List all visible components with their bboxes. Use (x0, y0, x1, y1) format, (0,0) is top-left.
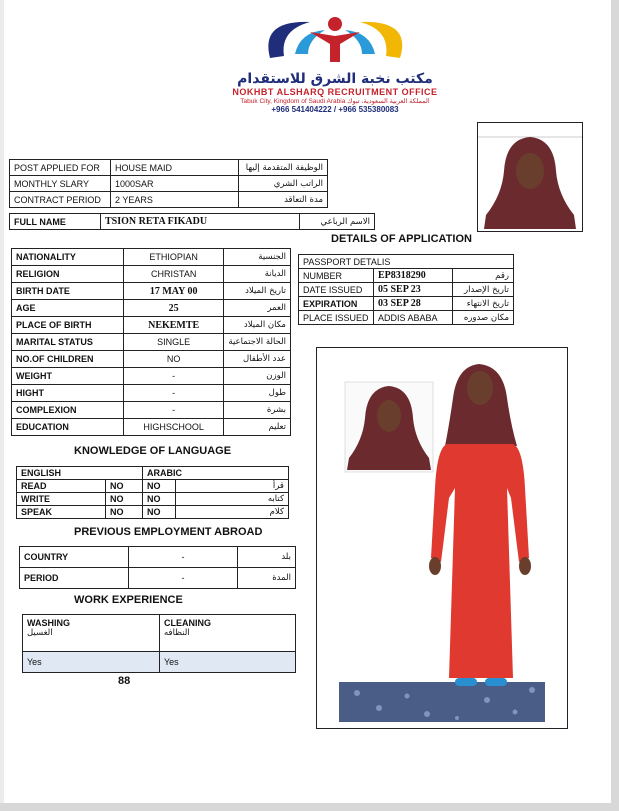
table-row (12, 385, 291, 402)
table-row (12, 402, 291, 419)
full-name-label-ar: الاسم الرباعي (300, 214, 375, 230)
period-label: PERIOD (20, 568, 129, 589)
nationality-label: NATIONALITY (12, 249, 124, 266)
write-english: NO (106, 493, 143, 506)
table-row (23, 652, 296, 673)
period-label-ar: المدة (238, 568, 296, 589)
place-issued-value: ADDIS ABABA (374, 311, 453, 325)
language-title: KNOWLEDGE OF LANGUAGE (74, 445, 232, 457)
post-label: POST APPLIED FOR (10, 160, 111, 176)
post-table (9, 159, 328, 208)
weight-label-ar: الوزن (224, 368, 291, 385)
date-issued-value: 05 SEP 23 (374, 283, 453, 297)
table-row (17, 480, 289, 493)
place-of-birth-value: NEKEMTE (123, 317, 223, 334)
speak-label: SPEAK (17, 506, 106, 519)
height-label-ar: طول (224, 385, 291, 402)
expiration-label-ar: تاريخ الانتهاء (453, 297, 514, 311)
weight-label: WEIGHT (12, 368, 124, 385)
page-frame-bottom (0, 803, 619, 811)
portrait-image (478, 123, 582, 231)
post-label-ar: الوظيفة المتقدمة إليها (239, 160, 328, 176)
company-logo (200, 10, 470, 115)
cleaning-cell (160, 615, 296, 652)
full-body-image (317, 348, 567, 728)
logo-english-name: NOKHBT ALSHARQ RECRUITMENT OFFICE (232, 87, 438, 97)
table-row (12, 334, 291, 351)
salary-value: 1000SAR (111, 176, 239, 192)
country-label: COUNTRY (20, 547, 129, 568)
language-table (16, 466, 289, 519)
complexion-value: - (123, 402, 223, 419)
details-title: DETAILS OF APPLICATION (331, 233, 472, 245)
employment-table (19, 546, 296, 589)
arabic-header: ARABIC (143, 467, 289, 480)
read-label-ar: قرأ (176, 480, 289, 493)
birth-date-label-ar: تاريخ الميلاد (224, 283, 291, 300)
nationality-label-ar: الجنسية (224, 249, 291, 266)
age-label-ar: العمر (224, 300, 291, 317)
speak-label-ar: كلام (176, 506, 289, 519)
logo-address: Tabuk City, Kingdom of Saudi Arabia المملكة العربية السعودية، تبوك (240, 98, 430, 105)
education-value: HIGHSCHOOL (123, 419, 223, 436)
table-row (23, 615, 296, 652)
washing-label-ar: الغسيل (27, 628, 53, 638)
table-row (10, 214, 375, 230)
place-of-birth-label: PLACE OF BIRTH (12, 317, 124, 334)
age-value: 25 (123, 300, 223, 317)
cleaning-value: Yes (160, 652, 296, 673)
marital-status-label-ar: الحالة الاجتماعية (224, 334, 291, 351)
reference-number: 88 (118, 675, 131, 687)
table-row (17, 493, 289, 506)
complexion-label: COMPLEXION (12, 402, 124, 419)
table-row (10, 176, 328, 192)
applicant-photo-large (316, 347, 568, 729)
table-row (12, 283, 291, 300)
religion-label: RELIGION (12, 266, 124, 283)
logo-emblem-icon (200, 10, 470, 70)
contract-value: 2 YEARS (111, 192, 239, 208)
date-issued-label: DATE ISSUED (299, 283, 374, 297)
table-row (10, 160, 328, 176)
work-table (22, 614, 296, 673)
passport-number-label: NUMBER (299, 269, 374, 283)
age-label: AGE (12, 300, 124, 317)
table-row (12, 300, 291, 317)
write-label-ar: كتابه (176, 493, 289, 506)
table-row (299, 255, 514, 269)
table-row (299, 283, 514, 297)
birth-date-value: 17 MAY 00 (123, 283, 223, 300)
nationality-value: ETHIOPIAN (123, 249, 223, 266)
read-english: NO (106, 480, 143, 493)
logo-phones: +966 541404222 / +966 535380083 (271, 105, 399, 114)
cleaning-label-ar: النظافه (164, 628, 190, 638)
date-issued-label-ar: تاريخ الإصدار (453, 283, 514, 297)
expiration-value: 03 SEP 28 (374, 297, 453, 311)
table-row (17, 506, 289, 519)
expiration-label: EXPIRATION (299, 297, 374, 311)
passport-title: PASSPORT DETALIS (299, 255, 514, 269)
passport-number-value: EP8318290 (374, 269, 453, 283)
employment-title: PREVIOUS EMPLOYMENT ABROAD (74, 526, 263, 538)
read-label: READ (17, 480, 106, 493)
table-row (12, 266, 291, 283)
height-label: HIGHT (12, 385, 124, 402)
education-label: EDUCATION (12, 419, 124, 436)
table-row (12, 419, 291, 436)
weight-value: - (123, 368, 223, 385)
write-arabic: NO (143, 493, 176, 506)
table-row (12, 351, 291, 368)
contract-label-ar: مدة التعاقد (239, 192, 328, 208)
speak-arabic: NO (143, 506, 176, 519)
passport-number-label-ar: رقم (453, 269, 514, 283)
table-row (299, 311, 514, 325)
religion-label-ar: الديانة (224, 266, 291, 283)
table-row (20, 547, 296, 568)
birth-date-label: BIRTH DATE (12, 283, 124, 300)
table-row (20, 568, 296, 589)
washing-cell (23, 615, 160, 652)
complexion-label-ar: بشرة (224, 402, 291, 419)
table-row (299, 297, 514, 311)
full-name-label: FULL NAME (10, 214, 101, 230)
cleaning-label: CLEANING (164, 618, 211, 628)
salary-label-ar: الراتب الشري (239, 176, 328, 192)
logo-arabic-name: مكتب نخبة الشرق للاستقدام (237, 71, 433, 87)
applicant-photo-small (477, 122, 583, 232)
write-label: WRITE (17, 493, 106, 506)
page-frame-left (0, 0, 4, 811)
place-of-birth-label-ar: مكان الميلاد (224, 317, 291, 334)
marital-status-label: MARITAL STATUS (12, 334, 124, 351)
full-name-value: TSION RETA FIKADU (101, 214, 300, 230)
marital-status-value: SINGLE (123, 334, 223, 351)
post-value: HOUSE MAID (111, 160, 239, 176)
work-title: WORK EXPERIENCE (74, 594, 183, 606)
read-arabic: NO (143, 480, 176, 493)
table-row (299, 269, 514, 283)
contract-label: CONTRACT PERIOD (10, 192, 111, 208)
place-issued-label-ar: مكان صدوره (453, 311, 514, 325)
page-frame-right (611, 0, 619, 811)
passport-table (298, 254, 514, 325)
table-row (12, 368, 291, 385)
place-issued-label: PLACE ISSUED (299, 311, 374, 325)
washing-label: WASHING (27, 618, 71, 628)
salary-label: MONTHLY SLARY (10, 176, 111, 192)
table-row (10, 192, 328, 208)
children-label: NO.OF CHILDREN (12, 351, 124, 368)
country-value: - (129, 547, 238, 568)
personal-details-table (11, 248, 291, 436)
children-label-ar: عدد الأطفال (224, 351, 291, 368)
washing-value: Yes (23, 652, 160, 673)
table-row (17, 467, 289, 480)
height-value: - (123, 385, 223, 402)
education-label-ar: تعليم (224, 419, 291, 436)
period-value: - (129, 568, 238, 589)
children-value: NO (123, 351, 223, 368)
speak-english: NO (106, 506, 143, 519)
full-name-table (9, 213, 375, 230)
table-row (12, 317, 291, 334)
country-label-ar: بلد (238, 547, 296, 568)
table-row (12, 249, 291, 266)
english-header: ENGLISH (17, 467, 143, 480)
religion-value: CHRISTAN (123, 266, 223, 283)
